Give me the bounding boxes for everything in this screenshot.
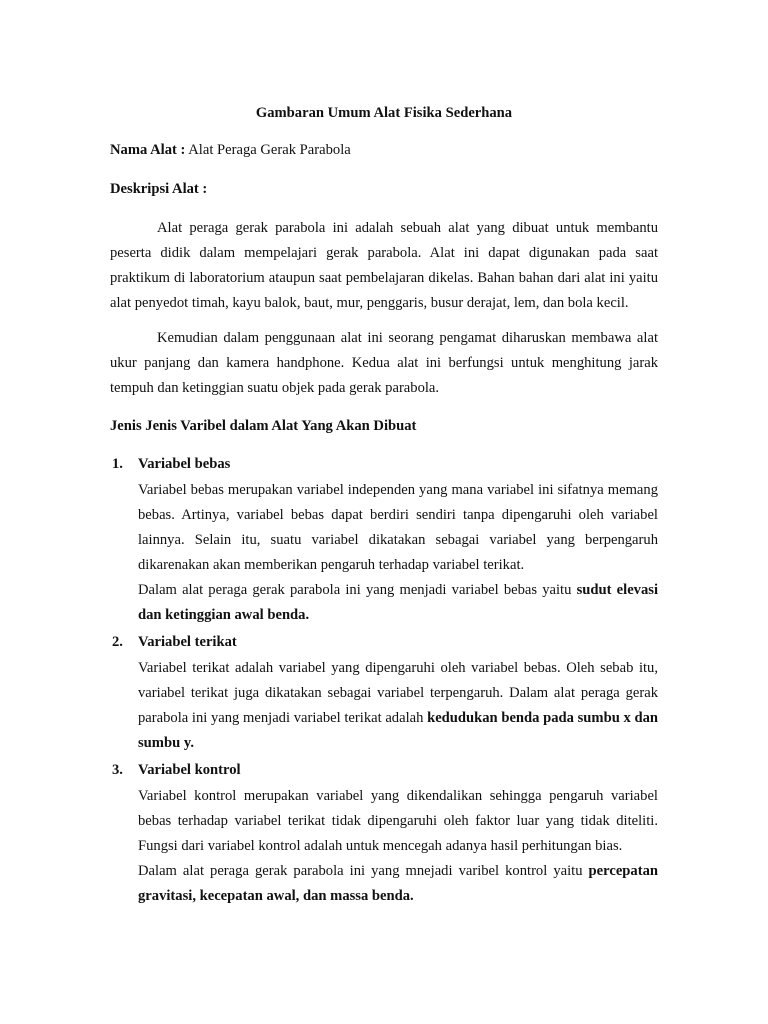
deskripsi-paragraph-1: Alat peraga gerak parabola ini adalah sebuah alat yang dibuat untuk membantu peserta didik dalam mempelajari gerak parabola. Alat ini dapat digunakan pada saat praktikum di laboratorium ataupun saat pembelajaran dikelas. Bahan bahan dari alat ini yaitu alat penyedot timah, kayu balok, baut, mur, penggaris, busur derajat, lem, dan bola kecil.: [110, 220, 658, 311]
nama-alat-value: Alat Peraga Gerak Parabola: [188, 142, 351, 158]
deskripsi-label: Deskripsi Alat :: [110, 181, 208, 197]
nama-alat-line: [110, 138, 658, 162]
variable-emphasis: kedudukan benda pada sumbu x dan sumbu y.: [138, 710, 658, 751]
variable-text: Dalam alat peraga gerak parabola ini yang mnejadi varibel kontrol yaitu: [138, 863, 583, 879]
variable-paragraph: [138, 578, 658, 628]
variable-heading: Variabel bebas: [138, 456, 231, 472]
variable-paragraph: Variabel kontrol merupakan variabel yang dikendalikan sehingga pengaruh variabel bebas terhadap variabel terikat tidak dipengaruhi oleh faktor luar yang tidak diteliti. Fungsi dari variabel kontrol adalah untuk mencegah adanya hasil perhitungan bias.: [138, 788, 658, 854]
variable-text: Variabel terikat adalah variabel yang dipengaruhi oleh variabel bebas. Oleh sebab itu, variabel terikat juga dikatakan sebagai variabel terpengaruh. Dalam alat peraga gerak parabola ini yang menjadi variabel terikat adalah: [138, 660, 658, 726]
list-item-variabel-kontrol: [110, 758, 658, 909]
variable-heading: Variabel terikat: [138, 634, 237, 650]
list-item-variabel-terikat: [110, 630, 658, 756]
section-heading: Jenis Jenis Varibel dalam Alat Yang Akan Dibuat: [110, 418, 417, 434]
variable-heading: Variabel kontrol: [138, 762, 241, 778]
document-title: Gambaran Umum Alat Fisika Sederhana: [255, 105, 513, 121]
variable-text: Dalam alat peraga gerak parabola ini yang menjadi variabel bebas yaitu: [138, 582, 572, 598]
variable-paragraph: [138, 656, 658, 756]
document-body: [110, 101, 658, 911]
variable-emphasis: sudut elevasi dan ketinggian awal benda.: [138, 582, 659, 623]
deskripsi-label-line: [110, 177, 658, 201]
variable-list: [110, 452, 658, 909]
list-item-variabel-bebas: [110, 452, 658, 628]
nama-alat-label: Nama Alat :: [110, 142, 186, 158]
variable-paragraph: Variabel bebas merupakan variabel independen yang mana variabel ini sifatnya memang bebas. Artinya, variabel bebas dapat berdiri sendiri tanpa dipengaruhi oleh variabel lainnya. Selain itu, suatu variabel dikatakan sebagai variabel yang berpengaruh dikarenakan akan memberikan pengaruh terhadap variabel terikat.: [138, 482, 658, 573]
list-number: 1.: [112, 456, 123, 472]
list-number: 3.: [112, 762, 123, 778]
list-number: 2.: [112, 634, 123, 650]
variable-emphasis: percepatan gravitasi, kecepatan awal, dan massa benda.: [138, 863, 658, 904]
deskripsi-paragraph-2: Kemudian dalam penggunaan alat ini seorang pengamat diharuskan membawa alat ukur panjang dan kamera handphone. Kedua alat ini berfungsi untuk menghitung jarak tempuh dan ketinggian suatu objek pada gerak parabola.: [110, 330, 658, 396]
variable-paragraph: [138, 859, 658, 909]
